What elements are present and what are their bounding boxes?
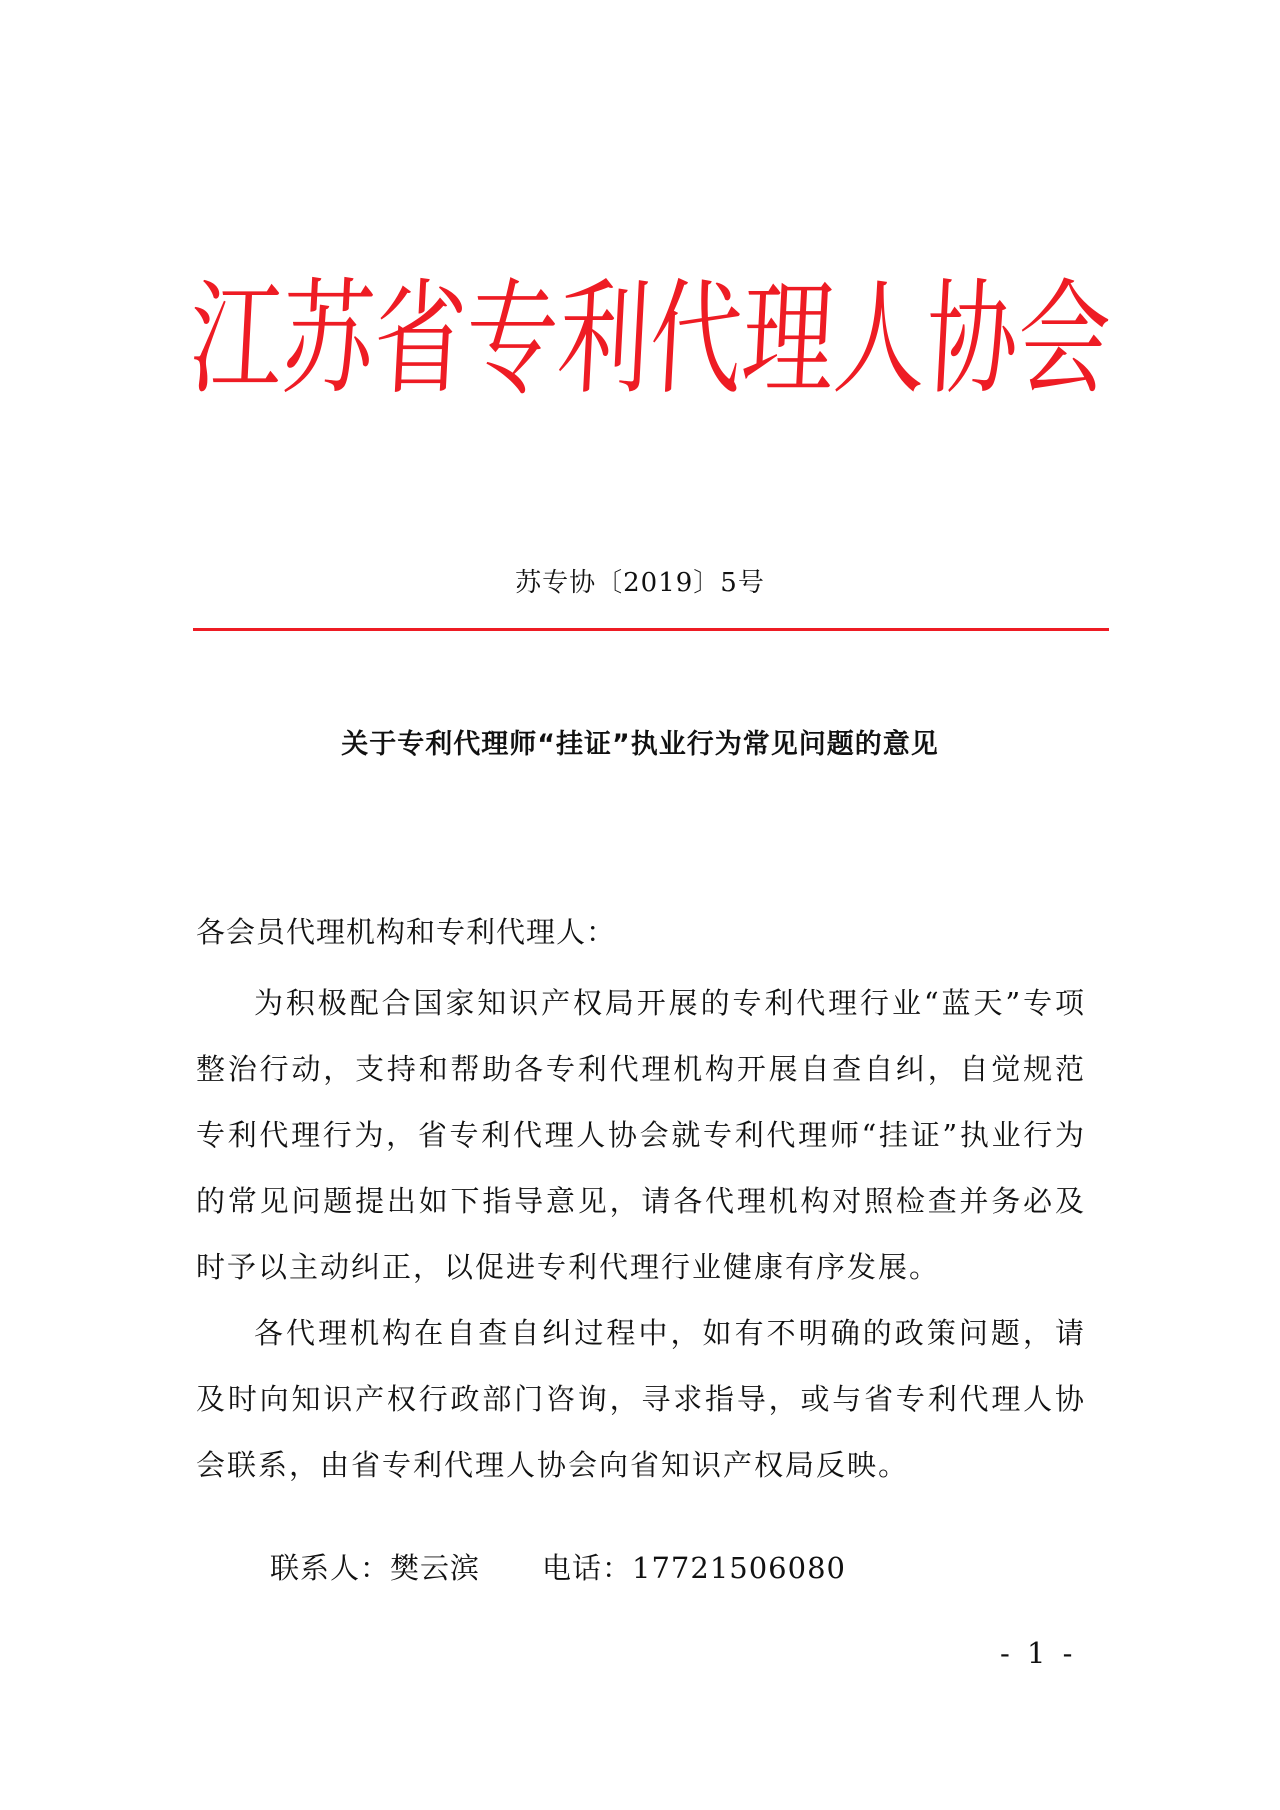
org-title-char: 会 [1014,267,1114,412]
contact-person: 联系人：樊云滨 [270,1551,481,1585]
document-subject: 关于专利代理师“挂证”执业行为常见问题的意见 [341,729,939,760]
body-paragraph: 为积极配合国家知识产权局开展的专利代理行业“蓝天”专项整治行动，支持和帮助各专利代理机构开展自查自纠，自觉规范专利代理行为，省专利代理人协会就专利代理师“挂证”执业行为的常见问题提出如下指导意见，请各代理机构对照检查并务必及时予以主动纠正，以促进专利代理行业健康有序发展。 [196,986,1086,1284]
org-title-char: 江 [186,267,286,412]
salutation: 各会员代理机构和专利代理人： [196,915,617,949]
org-title-char: 代 [646,267,746,412]
org-title-char: 利 [554,267,654,412]
document-number: 苏专协〔2019〕5号 [515,568,765,598]
contact-phone: 电话：17721506080 [542,1551,846,1585]
body-paragraph: 各代理机构在自查自纠过程中，如有不明确的政策问题，请及时向知识产权行政部门咨询，寻求指导，或与省专利代理人协会联系，由省专利代理人协会向省知识产权局反映。 [196,1316,1086,1482]
contact-info [270,1546,846,1587]
document-body [196,970,1086,1498]
org-title-char: 苏 [278,267,378,412]
header-divider [193,628,1109,631]
org-title-char: 专 [462,267,562,412]
org-title-char: 省 [370,267,470,412]
organization-title [186,255,1114,425]
org-title-char: 人 [830,267,930,412]
page-number: - 1 - [1000,1636,1077,1670]
org-title-char: 协 [922,267,1022,412]
org-title-char: 理 [738,267,838,412]
